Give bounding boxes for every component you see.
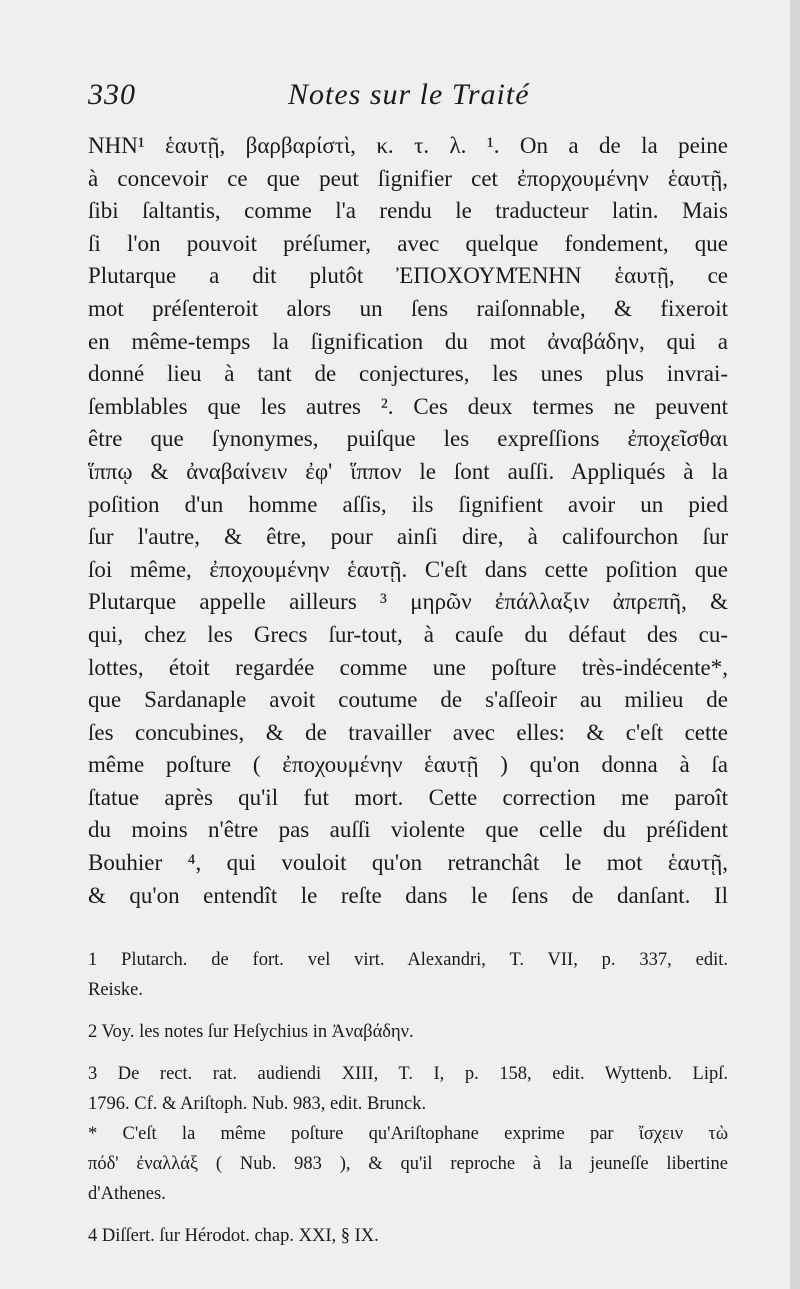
text-line: ſes concubines, & de travailler avec elles: & c'eſt cette (88, 719, 728, 745)
running-title: Notes sur le Traité (288, 78, 530, 111)
text-line: en même-temps la ſignification du mot ἀναβάδην, qui a (88, 328, 728, 354)
text-line: ἵππῳ & ἀναβαίνειν ἐφ' ἵππον le ſont auſſi. Appliqués à la (88, 458, 728, 484)
text-line: ſoi même, ἐποχουμένην ἑαυτῇ. C'eſt dans cette poſition que (88, 556, 728, 582)
page-edge-shadow (790, 0, 800, 1289)
text-line: du moins n'être pas auſſi violente que celle du préſident (88, 817, 728, 843)
page-number: 330 (88, 78, 136, 111)
footnotes-block (88, 945, 728, 1251)
text-line: être que ſynonymes, puiſque les expreſſions ἐποχεῖσθαι (88, 426, 728, 452)
footnote-line: 4 Diſſert. ſur Hérodot. chap. XXI, § IX. (88, 1226, 379, 1246)
text-line: & qu'on entendît le reſte dans le ſens de danſant. Il (88, 882, 728, 908)
footnote-2 (88, 1017, 728, 1047)
footnote-line: 1796. Cf. & Ariſtoph. Nub. 983, edit. Brunck. (88, 1094, 427, 1114)
text-line: que Sardanaple avoit coutume de s'aſſeoir au milieu de (88, 687, 728, 713)
footnote-1 (88, 945, 728, 1005)
text-line: ſi l'on pouvoit préſumer, avec quelque fondement, que (88, 230, 728, 256)
footnote-line: 3 De rect. rat. audiendi XIII, T. I, p. 158, edit. Wyttenb. Lipſ. (88, 1064, 728, 1084)
text-line: même poſture ( ἐποχουμένην ἑαυτῇ ) qu'on donna à ſa (88, 752, 728, 778)
text-line: ſibi ſaltantis, comme l'a rendu le traducteur latin. Mais (88, 198, 728, 224)
footnote-line: 2 Voy. les notes ſur Heſychius in Ἀναβάδην. (88, 1022, 414, 1042)
text-line: poſition d'un homme aſſis, ils ſignifient avoir un pied (88, 491, 728, 517)
text-line: donné lieu à tant de conjectures, les unes plus invrai- (88, 361, 728, 387)
footnote-line: d'Athenes. (88, 1184, 166, 1204)
text-line: lottes, étoit regardée comme une poſture très-indécente*, (88, 654, 728, 680)
text-line: Plutarque a dit plutôt ἘΠΟΧΟΥΜΈΝΗΝ ἑαυτῇ, ce (88, 263, 728, 289)
text-line: qui, chez les Grecs ſur-tout, à cauſe du défaut des cu- (88, 621, 728, 647)
text-line: mot préſenteroit alors un ſens raiſonnable, & fixeroit (88, 295, 728, 321)
main-text-block (88, 130, 728, 912)
text-line: à concevoir ce que peut ſignifier cet ἐπορχουμένην ἑαυτῇ, (88, 165, 728, 191)
footnote-line: * C'eſt la même poſture qu'Ariſtophane exprime par ἴσχειν τὼ (88, 1124, 728, 1144)
footnote-4 (88, 1221, 728, 1251)
footnote-3 (88, 1059, 728, 1119)
text-line: NHN¹ ἑαυτῇ, βαρβαρίστὶ, κ. τ. λ. ¹. On a de la peine (88, 133, 728, 158)
text-line: Bouhier ⁴, qui vouloit qu'on retranchât le mot ἑαυτῇ, (88, 850, 728, 876)
footnote-line: πόδ' ἐναλλάξ ( Nub. 983 ), & qu'il reproche à la jeuneſſe libertine (88, 1154, 728, 1174)
text-line: ſemblables que les autres ². Ces deux termes ne peuvent (88, 393, 728, 419)
text-line: Plutarque appelle ailleurs ³ μηρῶν ἐπάλλαξιν ἀπρεπῆ, & (88, 589, 728, 615)
footnote-star (88, 1119, 728, 1209)
text-line: ſtatue après qu'il fut mort. Cette correction me paroît (88, 784, 728, 810)
footnote-line: Reiske. (88, 980, 143, 1000)
running-header (88, 78, 728, 118)
text-line: ſur l'autre, & être, pour ainſi dire, à califourchon ſur (88, 524, 728, 550)
footnote-line: 1 Plutarch. de fort. vel virt. Alexandri, T. VII, p. 337, edit. (88, 950, 728, 970)
